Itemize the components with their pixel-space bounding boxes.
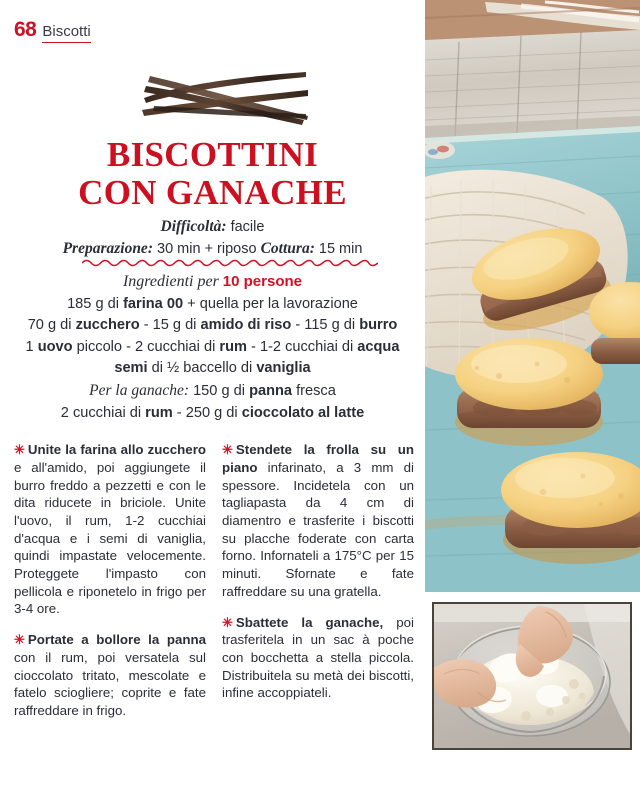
preparation-label: Preparazione: xyxy=(62,240,153,258)
instructions-column-left xyxy=(14,428,206,788)
ingredients-servings: 10 persone xyxy=(222,273,303,290)
instructions-column-right xyxy=(222,428,414,788)
ingredient-line: semi di ½ baccello di vaniglia xyxy=(114,360,311,377)
difficulty-label: Difficoltà: xyxy=(160,218,227,235)
step-paragraph xyxy=(222,614,414,702)
running-header xyxy=(14,18,91,43)
difficulty-value: facile xyxy=(230,219,265,235)
step-lead: Portate a bollore la panna xyxy=(27,632,206,648)
ganache-label: Per la ganache: xyxy=(89,382,190,400)
ingredient-line: 1 uovo piccolo - 2 cucchiai di rum - 1-2 cucchiai di acqua xyxy=(25,338,400,355)
step-paragraph xyxy=(14,441,206,618)
recipe-title-line1: BISCOTTINI xyxy=(106,135,319,174)
cooking-label: Cottura: xyxy=(260,240,315,258)
ingredient-line: 70 g di zucchero - 15 g di amido di riso - 115 g di burro xyxy=(27,317,398,334)
step-lead: Unite la farina allo zucchero xyxy=(27,442,206,458)
ganache-line xyxy=(8,380,417,403)
vanilla-pods-illustration xyxy=(140,58,310,140)
step-lead: Stendete la frolla su un piano xyxy=(222,442,414,475)
difficulty-row xyxy=(0,216,425,238)
ingredient-line: 185 g di farina 00 + quella per la lavorazione xyxy=(67,295,358,312)
cooking-value: 15 min xyxy=(318,241,363,258)
instructions xyxy=(14,428,414,788)
asterisk-bullet-icon: ✳ xyxy=(14,632,25,648)
step-paragraph xyxy=(14,631,206,719)
step-body: infarinato, a 3 mm di spessore. Incidetela con un tagliapasta da 4 cm di diamentro e trasferite i biscotti su placche foderate con carta forno. Infornateli a 175°C per 15 minuti. Sfornate e fate raffreddare su una gratella. xyxy=(222,459,414,599)
recipe-title xyxy=(0,136,425,212)
ganache-text: 150 g di panna fresca xyxy=(189,383,336,400)
asterisk-bullet-icon: ✳ xyxy=(14,442,25,458)
ganache-line: 2 cucchiai di rum - 250 g di cioccolato al latte xyxy=(60,404,365,421)
main-photo xyxy=(425,0,640,592)
wavy-divider xyxy=(82,255,378,264)
ingredients-heading xyxy=(8,270,417,294)
preparation-value: 30 min + riposo xyxy=(157,241,257,258)
asterisk-bullet-icon: ✳ xyxy=(222,614,233,630)
section-title: Biscotti xyxy=(42,24,90,43)
ingredients-block xyxy=(8,270,417,425)
recipe-title-line2: CON GANACHE xyxy=(78,172,347,212)
step-body: e all'amido, poi aggiungete il burro freddo a pezzetti e con le dita riducete in briciole. Unite l'uovo, il rum, 1-2 cucchiai d'acqua e i semi di vaniglia, quindi impastate velocemente. Proteggete l'impasto con pellicola e riponetelo in frigo per 3-4 ore. xyxy=(14,459,206,617)
asterisk-bullet-icon: ✳ xyxy=(222,442,233,458)
page-number: 68 xyxy=(14,18,37,41)
step-body: con il rum, poi versatela sul cioccolato tritato, mescolate e fatelo sciogliere; coprite e fate raffreddare in frigo. xyxy=(14,649,206,718)
step-body: poi trasferitela in un sac à poche con bocchetta a stella piccola. Distribuitela su metà dei biscotti, infine accoppiateli. xyxy=(222,614,414,701)
inset-step-photo xyxy=(432,602,632,750)
ingredients-heading-text: Ingredienti per xyxy=(122,273,223,290)
step-paragraph xyxy=(222,441,414,600)
step-lead: Sbattete la ganache, xyxy=(235,614,384,630)
